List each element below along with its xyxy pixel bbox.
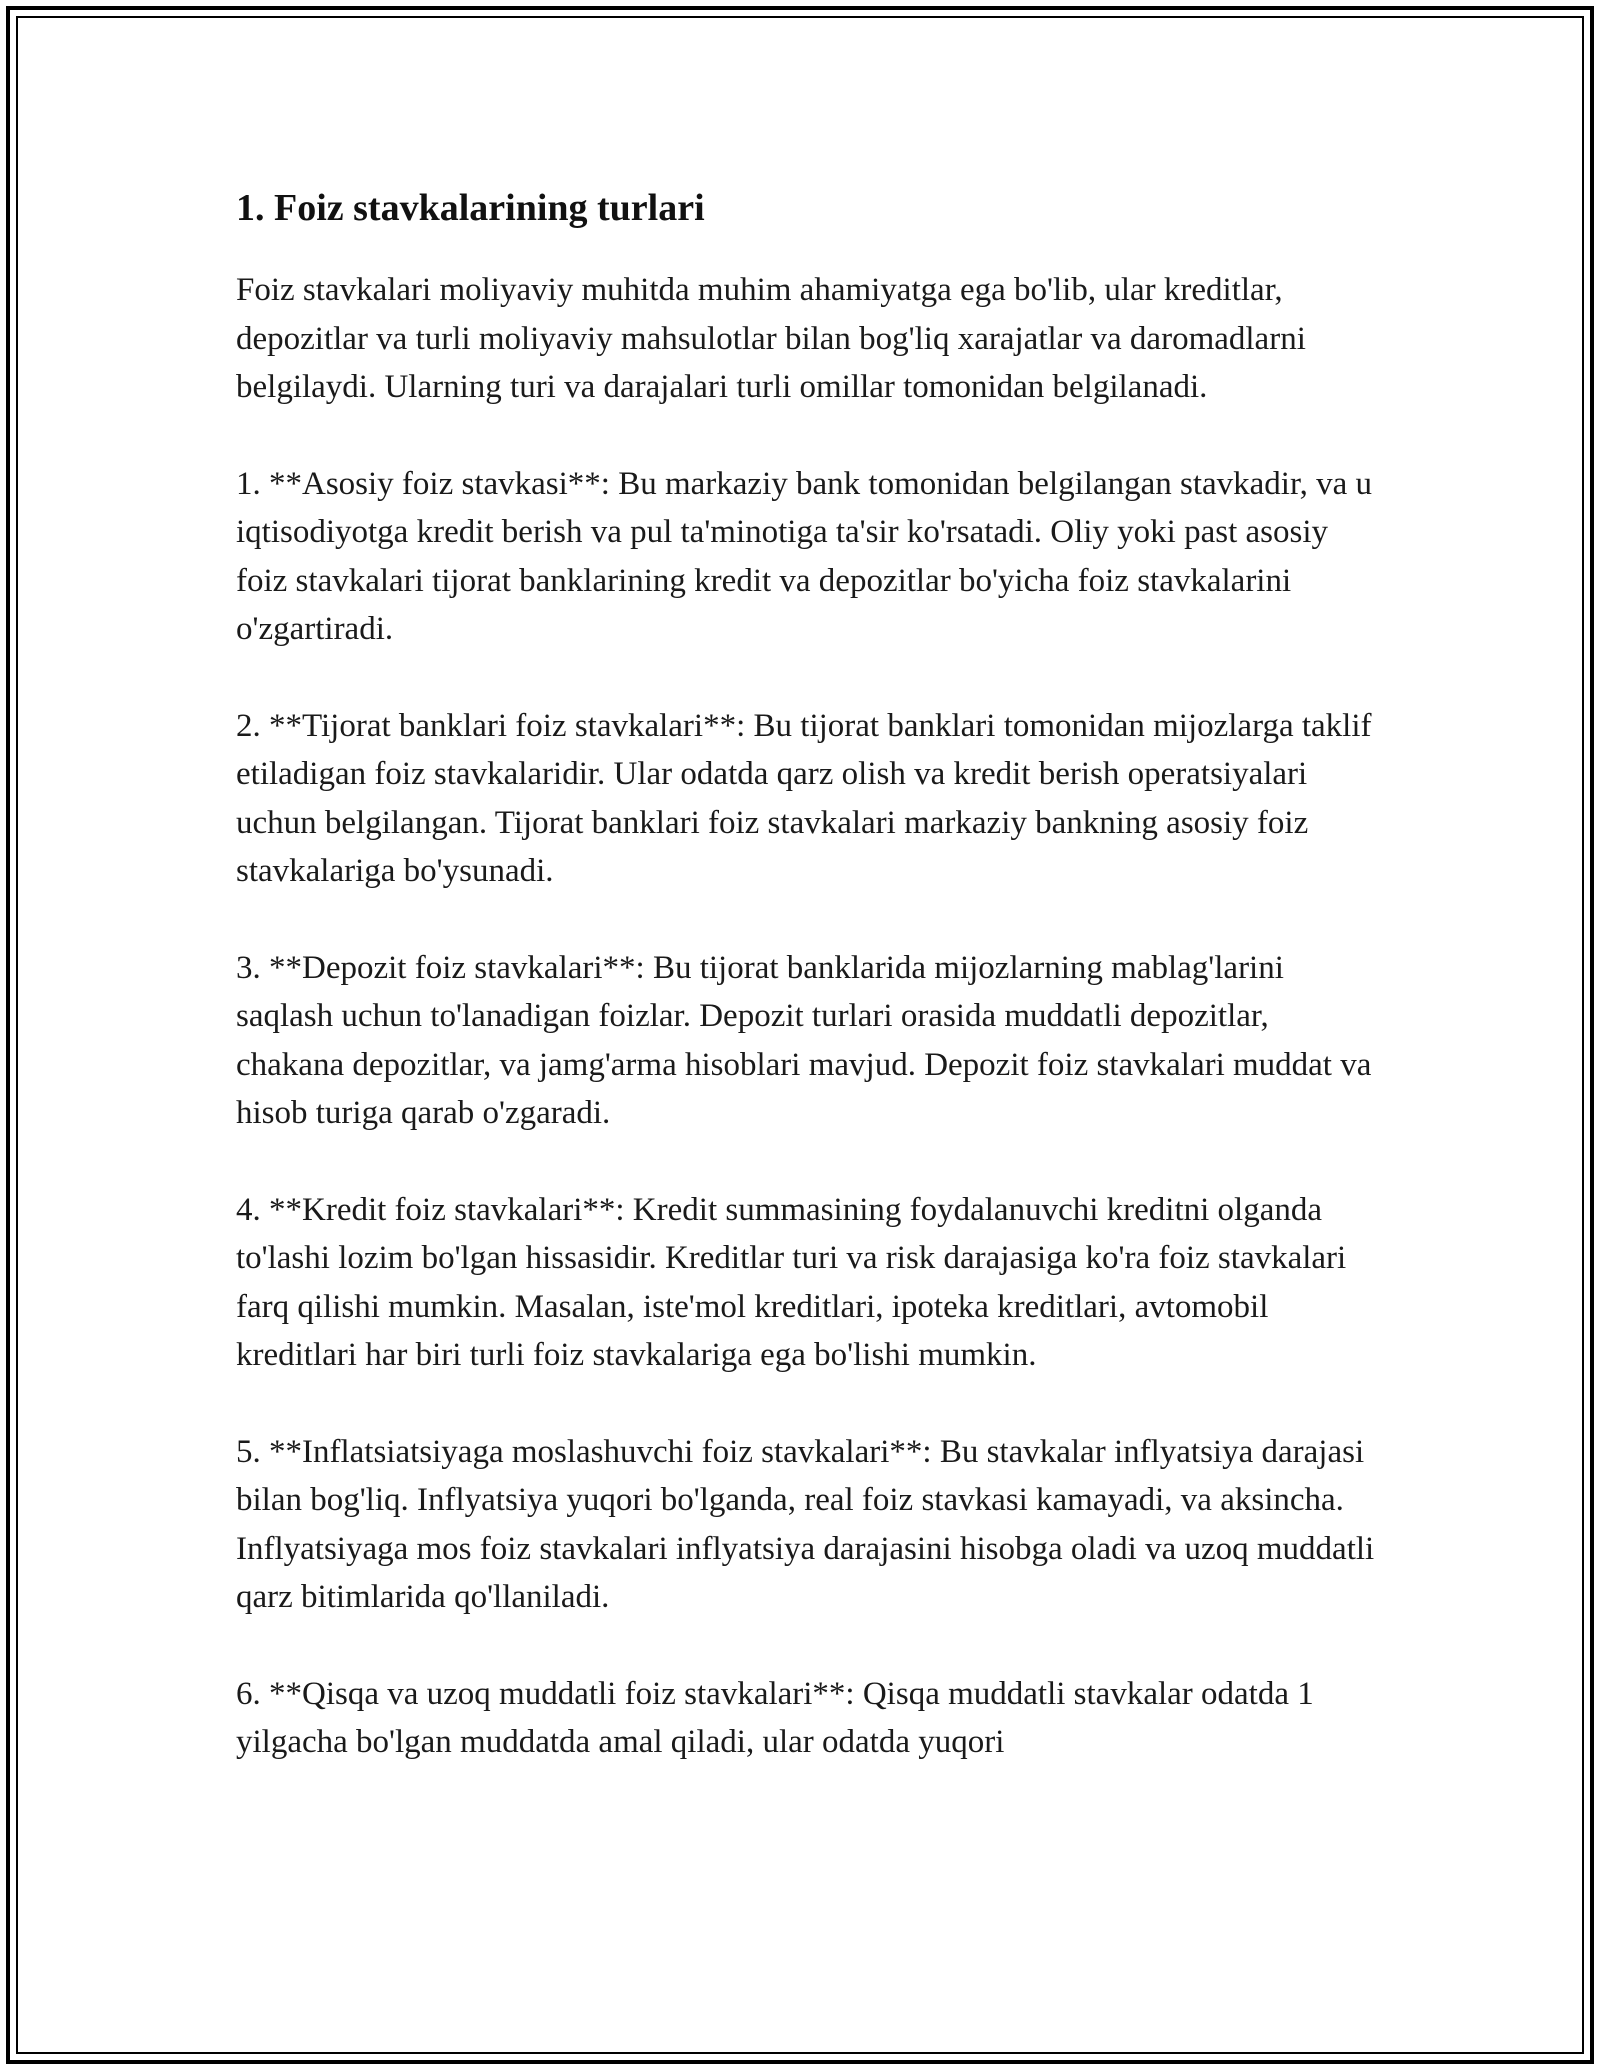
list-item-short-long-term-rates: 6. **Qisqa va uzoq muddatli foiz stavkalari**: Qisqa muddatli stavkalar odatda 1 yilgacha bo'lgan muddatda amal qiladi, ular odatda yuqori bbox=[236, 1675, 1314, 1760]
list-item-base-rate: 1. **Asosiy foiz stavkasi**: Bu markaziy bank tomonidan belgilangan stavkadir, va u iqtisodiyotga kredit berish va pul ta'minotiga ta'sir ko'rsatadi. Oliy yoki past asosiy foiz stavkalari tijorat banklarining kredit va depozitlar bo'yicha foiz stavkalarini o'zgartiradi. bbox=[236, 465, 1373, 647]
list-item-credit-rates: 4. **Kredit foiz stavkalari**: Kredit summasining foydalanuvchi kreditni olganda to'lashi lozim bo'lgan hissasidir. Kreditlar turi va risk darajasiga ko'ra foiz stavkalari farq qilishi mumkin. Masalan, iste'mol kreditlari, ipoteka kreditlari, avtomobil kreditlari har biri turli foiz stavkalariga ega bo'lishi mumkin. bbox=[236, 1191, 1347, 1373]
list-item-inflation-adjusted-rates: 5. **Inflatsiatsiyaga moslashuvchi foiz stavkalari**: Bu stavkalar inflyatsiya darajasi bilan bog'liq. Inflyatsiya yuqori bo'lganda, real foiz stavkasi kamayadi, va aksincha. Inflyatsiyaga mos foiz stavkalari inflyatsiya darajasini hisobga oladi va uzoq muddatli qarz bitimlarida qo'llaniladi. bbox=[236, 1433, 1375, 1615]
intro-paragraph: Foiz stavkalari moliyaviy muhitda muhim ahamiyatga ega bo'lib, ular kreditlar, depozitlar va turli moliyaviy mahsulotlar bilan bog'liq xarajatlar va daromadlarni belgilaydi. Ularning turi va darajalari turli omillar tomonidan belgilanadi. bbox=[236, 272, 1306, 405]
section-heading: 1. Foiz stavkalarining turlari bbox=[236, 187, 705, 229]
document-page bbox=[236, 182, 1376, 1815]
list-item-commercial-bank-rates: 2. **Tijorat banklari foiz stavkalari**: Bu tijorat banklari tomonidan mijozlarga taklif etiladigan foiz stavkalaridir. Ular odatda qarz olish va kredit berish operatsiyalari uchun belgilangan. Tijorat banklari foiz stavkalari markaziy bankning asosiy foiz stavkalariga bo'ysunadi. bbox=[236, 707, 1372, 889]
list-item-deposit-rates: 3. **Depozit foiz stavkalari**: Bu tijorat banklarida mijozlarning mablag'larini saqlash uchun to'lanadigan foizlar. Depozit turlari orasida muddatli depozitlar, chakana depozitlar, va jamg'arma hisoblari mavjud. Depozit foiz stavkalari muddat va hisob turiga qarab o'zgaradi. bbox=[236, 949, 1372, 1131]
